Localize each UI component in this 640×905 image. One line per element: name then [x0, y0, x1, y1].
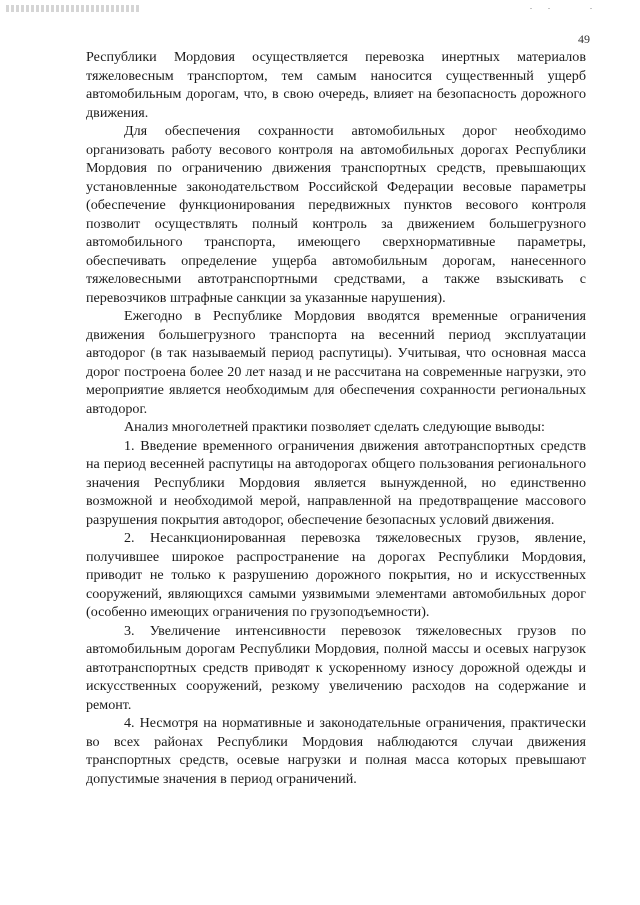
scan-speck — [590, 8, 592, 9]
page-number: 49 — [578, 32, 590, 46]
list-item-2: 2. Несанкционированная перевозка тяжеловесных грузов, явление, получившее широкое распространение на дорогах Республики Мордовия, приводит не только к разрушению дорожного покрытия, но и искусственных сооружений, являющихся самыми уязвимыми элементами автомобильных дорог (особенно имеющих ограничения по грузоподъемности). — [86, 530, 586, 620]
paragraph-seasonal-restrictions: Ежегодно в Республике Мордовия вводятся временные ограничения движения большегрузного транспорта на весенний период эксплуатации автодорог (в так называемый период распутицы). Учитывая, что основная масса дорог построена более 20 лет назад и не рассчитана на современные нагрузки, это мероприятие является необходимым для обеспечения сохранности региональных автодорог. — [86, 308, 586, 417]
list-item-1: 1. Введение временного ограничения движения автотранспортных средств на период весенней распутицы на автодорогах общего пользования регионального значения Республики Мордовия является вынужденной, но единственно возможной и необходимой мерой, направленной на предотвращение массового разрушения покрытия автодорог, обеспечение безопасных условий движения. — [86, 437, 586, 528]
paragraph-weight-control: Для обеспечения сохранности автомобильных дорог необходимо организовать работу весового контроля на автомобильных дорогах Республики Мордовия по ограничению движения транспортных средств, превышающих установленные законодательством Российской Федерации весовые параметры (обеспечение функционирования передвижных пунктов весового контроля позволит осуществлять полный контроль за движением большегрузного автомобильного транспорта, имеющего сверхнормативные параметры, обеспечивать определение ущерба автомобильным дорогам, нанесенного тяжеловесными автотранспортными средствами, а также взыскивать с перевозчиков штрафные санкции за указанные нарушения). — [86, 123, 586, 306]
scan-header-artifact — [6, 5, 141, 12]
paragraph-continuation: Республики Мордовия осуществляется перевозка инертных материалов тяжеловесным транспортом, тем самым наносится существенный ущерб автомобильным дорогам, что, в свою очередь, влияет на безопасность дорожного движения. — [86, 49, 586, 121]
list-item-4: 4. Несмотря на нормативные и законодательные ограничения, практически во всех районах Республики Мордовия наблюдаются случаи движения транспортных средств, осевые нагрузки и полная масса которых превышают допустимые значения в период ограничений. — [86, 715, 586, 787]
paragraph-analysis-intro: Анализ многолетней практики позволяет сделать следующие выводы: — [124, 419, 545, 435]
document-body — [86, 48, 586, 788]
list-item-3: 3. Увеличение интенсивности перевозок тяжеловесных грузов по автомобильным дорогам Республики Мордовия, полной массы и осевых нагрузок автотранспортных средств приводят к ускоренному износу дорожной одежды и искусственных сооружений, резкому увеличению расходов на содержание и ремонт. — [86, 622, 586, 713]
scan-speck — [548, 8, 550, 9]
scan-speck — [530, 8, 532, 9]
